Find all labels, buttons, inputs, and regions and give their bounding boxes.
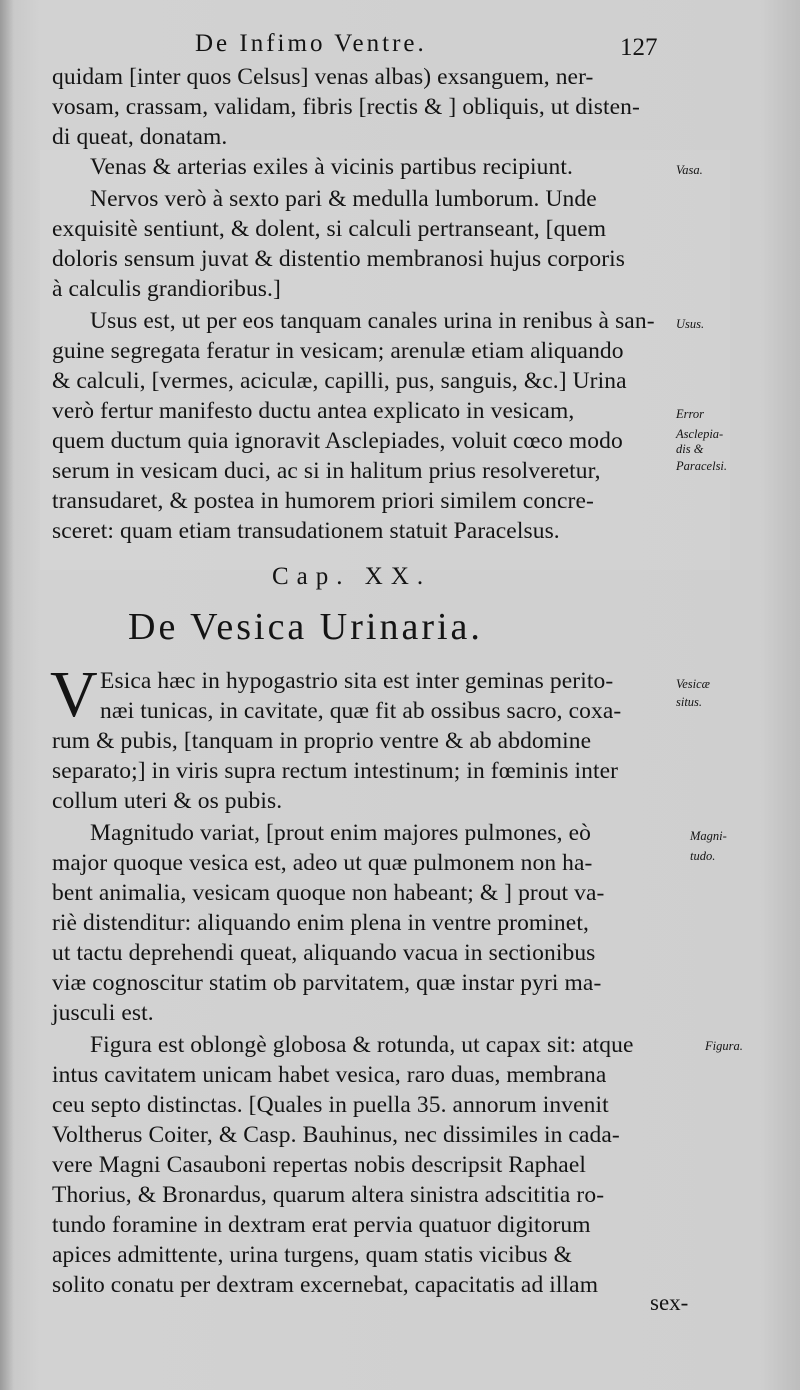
chapter-title: De Vesica Urinaria. — [128, 606, 483, 648]
text-line: vere Magni Casauboni repertas nobis descripsit Raphael — [52, 1152, 587, 1178]
drop-cap: V — [50, 658, 98, 731]
page-number: 127 — [620, 34, 658, 61]
text-line: ut tactu deprehendi queat, aliquando vacua in sectionibus — [52, 940, 596, 966]
text-line: Esica hæc in hypogastrio sita est inter geminas perito- — [100, 668, 614, 694]
running-title: De Infimo Ventre. — [195, 30, 427, 57]
text-line: tundo foramine in dextram erat pervia quatuor digitorum — [52, 1212, 591, 1238]
text-line: à calculis grandioribus.] — [52, 276, 281, 302]
text-line: jusculi est. — [52, 1000, 154, 1026]
text-line: Venas & arterias exiles à vicinis partibus recipiunt. — [90, 154, 573, 180]
text-line: collum uteri & os pubis. — [52, 788, 283, 814]
catchword: sex- — [650, 1290, 689, 1315]
text-line: riè distenditur: aliquando enim plena in ventre prominet, — [52, 910, 589, 936]
margin-note: Paracelsi. — [676, 459, 728, 473]
text-line: Usus est, ut per eos tanquam canales urina in renibus à san- — [90, 308, 655, 334]
text-line: Thorius, & Bronardus, quarum altera sinistra adscititia ro- — [52, 1182, 605, 1208]
margin-note: Error — [676, 407, 705, 421]
text-line: transudaret, & postea in humorem priori similem concre- — [52, 488, 594, 514]
text-line: di queat, donatam. — [52, 124, 228, 150]
text-line: Voltherus Coiter, & Casp. Bauhinus, nec dissimiles in cada- — [52, 1122, 620, 1148]
text-line: Figura est oblongè globosa & rotunda, ut capax sit: atque — [90, 1032, 634, 1058]
text-line: ceu septo distinctas. [Quales in puella 35. annorum invenit — [52, 1092, 609, 1118]
text-line: intus cavitatem unicam habet vesica, raro duas, membrana — [52, 1062, 607, 1088]
text-line: bent animalia, vesicam quoque non habeant; & ] prout va- — [52, 880, 605, 906]
margin-note: situs. — [676, 695, 703, 709]
text-line: & calculi, [vermes, aciculæ, capilli, pus, sanguis, &c.] Urina — [52, 368, 627, 394]
text-line: verò fertur manifesto ductu antea explicato in vesicam, — [52, 398, 575, 424]
margin-note: tudo. — [690, 849, 716, 863]
text-line: næi tunicas, in cavitate, quæ fit ab ossibus sacro, coxa- — [100, 698, 622, 724]
text-line: guine segregata feratur in vesicam; arenulæ etiam aliquando — [52, 338, 624, 364]
margin-note: Vesicæ — [676, 677, 711, 691]
text-line: doloris sensum juvat & distentio membranosi hujus corporis — [52, 246, 626, 272]
text-line: exquisitè sentiunt, & dolent, si calculi pertranseant, [quem — [52, 216, 607, 242]
text-line: vosam, crassam, validam, fibris [rectis & ] obliquis, ut disten- — [52, 94, 640, 120]
text-line: quem ductum quia ignoravit Asclepiades, voluit cœco modo — [52, 428, 623, 454]
margin-note: dis & — [676, 442, 704, 456]
text-line: rum & pubis, [tanquam in proprio ventre & ab abdomine — [52, 728, 592, 754]
text-line: quidam [inter quos Celsus] venas albas) exsanguem, ner- — [52, 64, 594, 90]
margin-note: Vasa. — [676, 163, 703, 177]
margin-note: Magni- — [690, 829, 727, 843]
text-line: apices admittente, urina turgens, quam statis vicibus & — [52, 1242, 572, 1268]
text-line: major quoque vesica est, adeo ut quæ pulmonem non ha- — [52, 850, 593, 876]
text-line: solito conatu per dextram excernebat, capacitatis ad illam — [52, 1272, 599, 1298]
text-line: Magnitudo variat, [prout enim majores pulmones, eò — [90, 820, 592, 846]
text-line: viæ cognoscitur statim ob parvitatem, quæ instar pyri ma- — [52, 970, 602, 996]
chapter-label: Cap. XX. — [272, 563, 432, 590]
text-line: sceret: quam etiam transudationem statuit Paracelsus. — [52, 518, 560, 544]
text-line: separato;] in viris supra rectum intestinum; in fœminis inter — [52, 758, 619, 784]
margin-note: Asclepia- — [676, 427, 724, 441]
margin-note: Usus. — [676, 317, 705, 331]
text-line: Nervos verò à sexto pari & medulla lumborum. Unde — [90, 186, 597, 212]
text-line: serum in vesicam duci, ac si in halitum prius resolveretur, — [52, 458, 601, 484]
margin-note: Figura. — [705, 1039, 743, 1053]
